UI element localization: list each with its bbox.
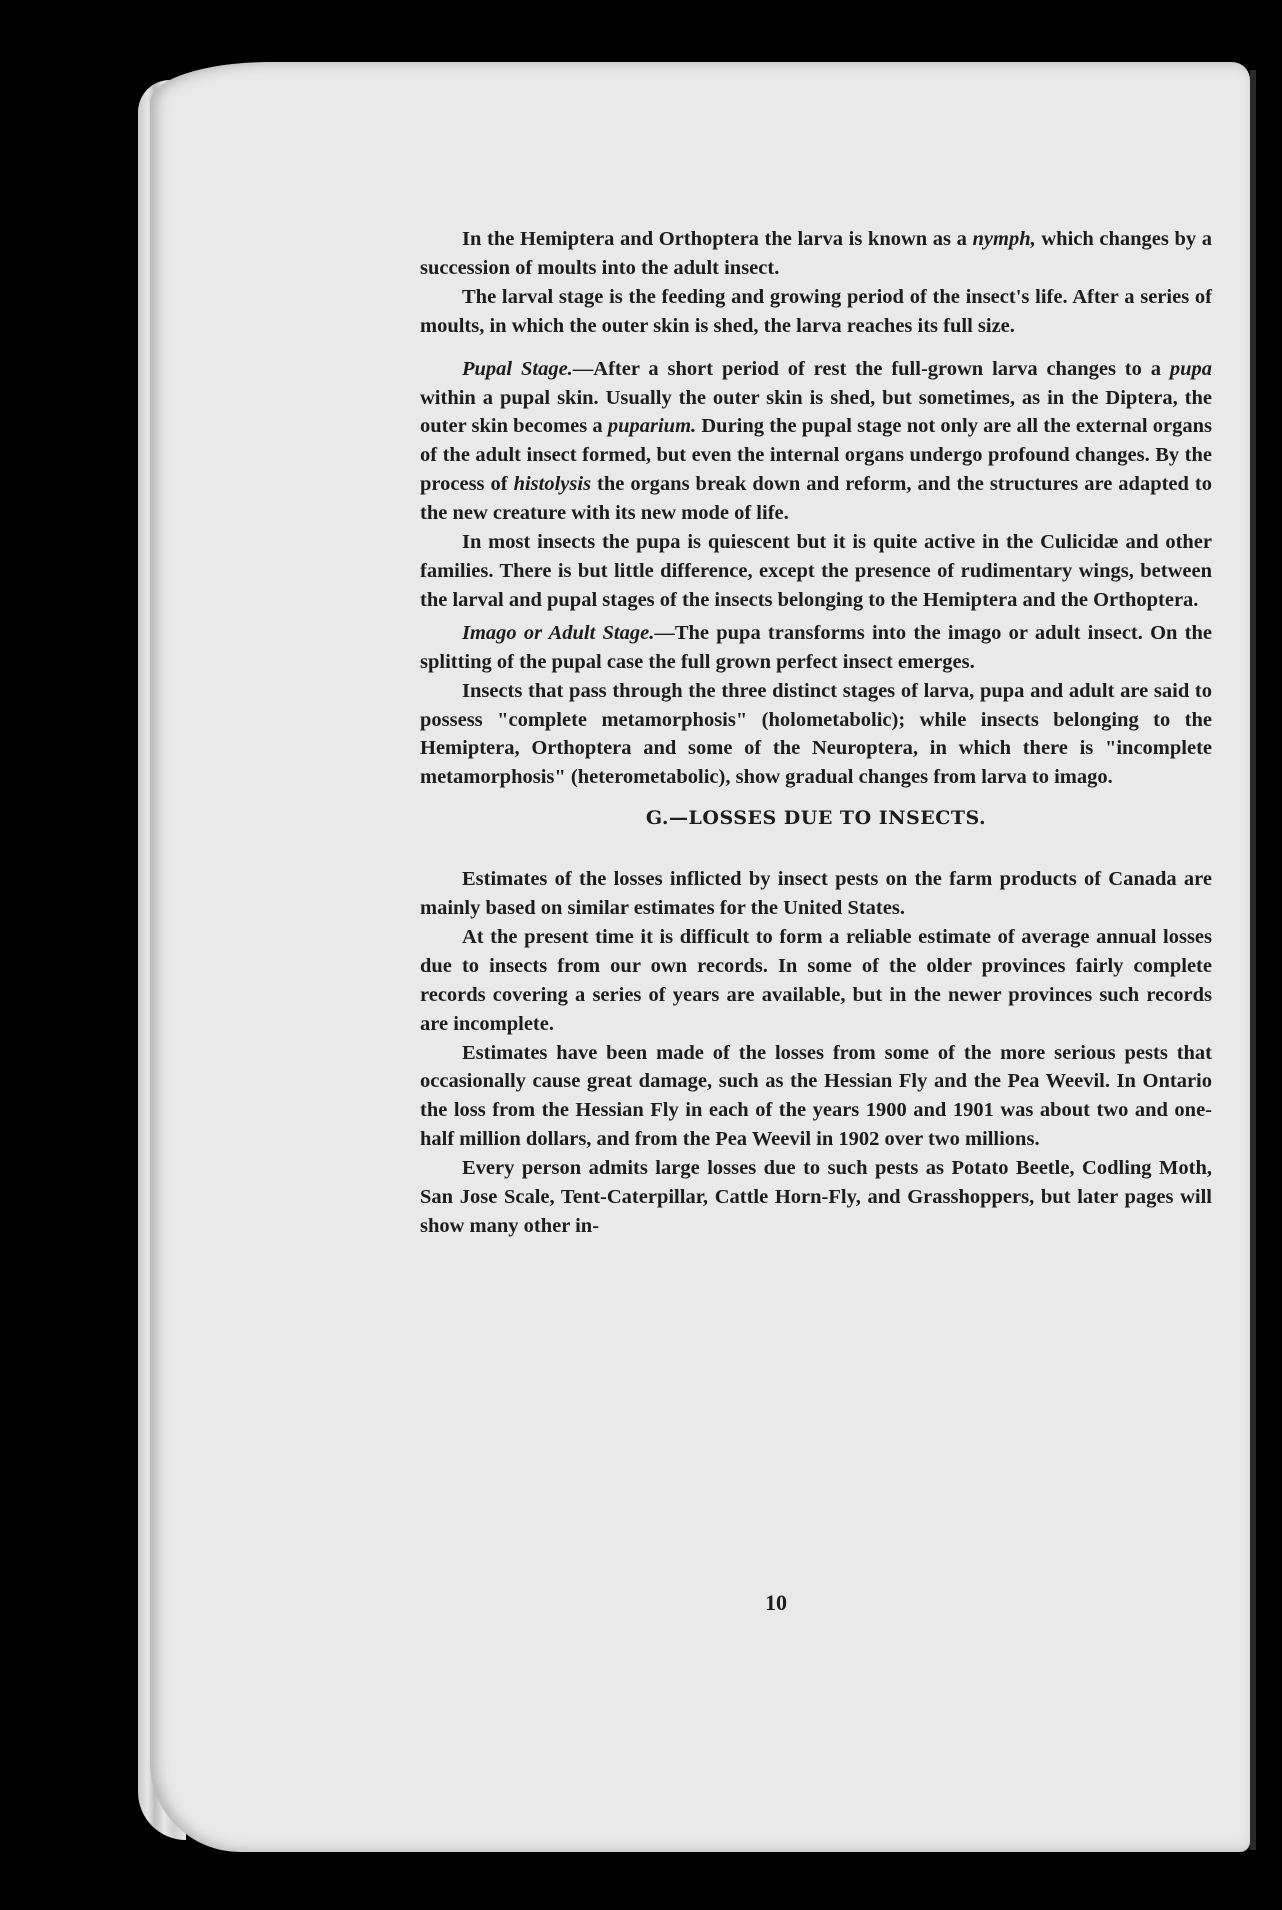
section-heading: G.—LOSSES DUE TO INSECTS. xyxy=(645,807,987,830)
page-text xyxy=(420,225,1212,1241)
text-run: The larval stage is the feeding and growing period of the insect's life. After a series of moults, in which the outer skin is shed, the larva reaches its full size. xyxy=(420,285,1212,337)
section-losses xyxy=(420,865,1212,1241)
paragraph xyxy=(420,923,1212,1039)
text-run: During the pupal stage not only are all the external organs of the adult insect formed, but even the internal organs undergo profound changes. By the process of xyxy=(420,415,1212,496)
paragraph xyxy=(420,283,1212,341)
text-run: In most insects the pupa is quiescent but it is quite active in the Culicidæ and other families. There is but little difference, except the presence of rudimentary wings, between the larval and pupal stages of the insects belonging to the Hemiptera and the Orthoptera. xyxy=(420,531,1212,611)
paragraph xyxy=(420,865,1212,923)
italic-term: Imago or Adult Stage. xyxy=(462,621,655,644)
italic-term: pupa xyxy=(1169,357,1212,380)
text-run: Estimates have been made of the losses from some of the more serious pests that occasionally cause great damage, such as the Hessian Fly and the Pea Weevil. In Ontario the loss from the Hessian Fly in each of the years 1900 and 1901 was about two and one-half million dollars, and from the Pea Weevil in 1902 over two millions. xyxy=(420,1041,1212,1151)
paragraph xyxy=(420,355,1212,528)
italic-term: histolysis xyxy=(513,473,592,496)
italic-term: puparium. xyxy=(607,415,697,438)
text-run: Insects that pass through the three distinct stages of larva, pupa and adult are said to possess "complete metamorphosis" (holometabolic); while insects belonging to the Hemiptera, Orthoptera and some of the Neuroptera, in which there is "incomplete metamorphosis" (heterometabolic), show gradual changes from larva to imago. xyxy=(420,679,1212,789)
paragraph xyxy=(420,677,1212,793)
section-metamorphosis xyxy=(420,225,1212,792)
paragraph xyxy=(420,619,1212,677)
paragraph xyxy=(420,528,1212,615)
page-number: 10 xyxy=(765,1590,787,1615)
text-run: —The pupa transforms into the imago or adult insect. On the splitting of the pupal case the full grown perfect insect emerges. xyxy=(420,621,1212,673)
text-run: Estimates of the losses inflicted by insect pests on the farm products of Canada are mainly based on similar estimates for the United States. xyxy=(420,868,1212,920)
text-run: within a pupal skin. Usually the outer skin is shed, but sometimes, as in the Diptera, the outer skin becomes a xyxy=(420,386,1212,438)
text-run: —After a short period of rest the full-grown larva changes to a xyxy=(572,357,1170,380)
paragraph xyxy=(420,225,1212,283)
italic-term: Pupal Stage. xyxy=(462,357,573,380)
page-edge xyxy=(1250,70,1256,1850)
italic-term: nymph, xyxy=(972,228,1036,250)
text-run: the organs break down and reform, and the structures are adapted to the new creature with its new mode of life. xyxy=(420,473,1212,525)
paragraph xyxy=(420,1154,1212,1241)
text-run: In the Hemiptera and Orthoptera the larva is known as a xyxy=(462,228,973,250)
text-run: At the present time it is difficult to form a reliable estimate of average annual losses due to insects from our own records. In some of the older provinces fairly complete records covering a series of years are available, but in the newer provinces such records are incomplete. xyxy=(420,925,1212,1035)
paragraph xyxy=(420,1039,1212,1155)
text-run: Every person admits large losses due to such pests as Potato Beetle, Codling Moth, San Jose Scale, Tent-Caterpillar, Cattle Horn-Fly, and Grasshoppers, but later pages will show many other in- xyxy=(420,1157,1212,1237)
text-run: which changes by a succession of moults into the adult insect. xyxy=(420,228,1212,279)
